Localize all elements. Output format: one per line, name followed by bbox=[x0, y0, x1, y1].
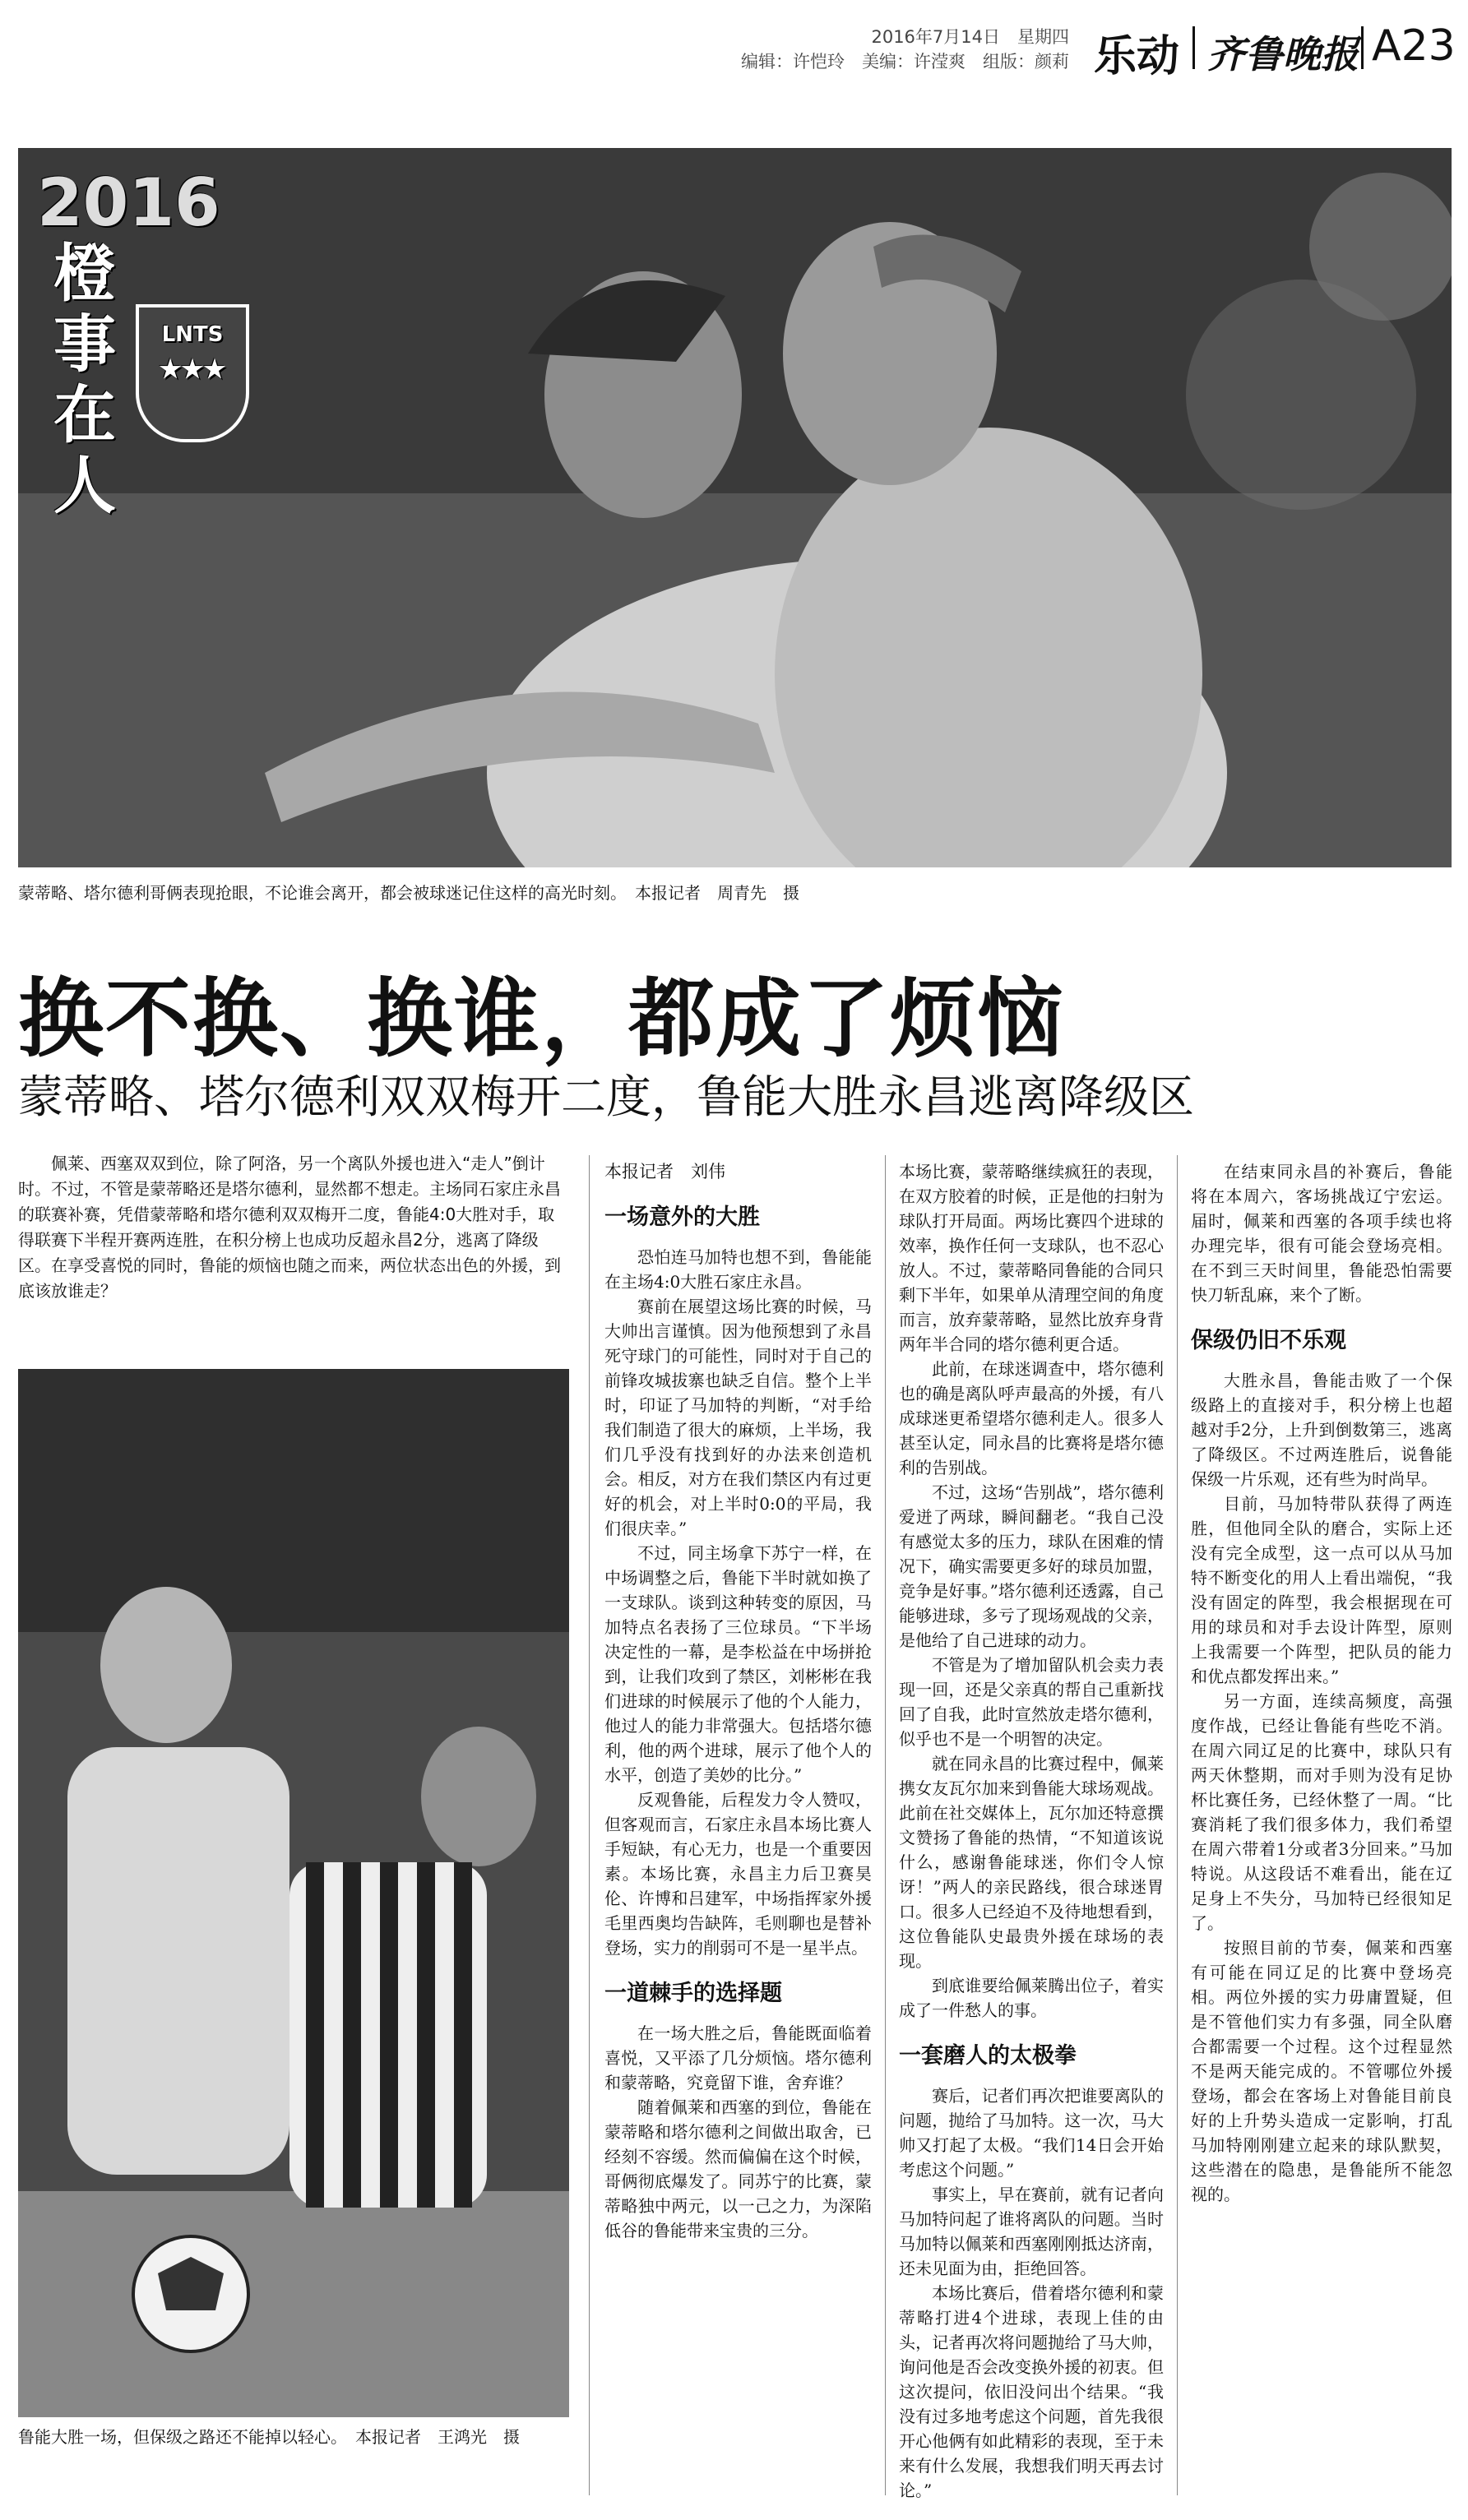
series-logo-char-4: 人 bbox=[53, 449, 116, 522]
column-rule-3 bbox=[1177, 1155, 1178, 2495]
paragraph: 就在同永昌的比赛过程中，佩莱携女友瓦尔加来到鲁能大球场观战。此前在社交媒体上，瓦尔加还特意撰文赞扬了鲁能的热情，“不知道该说什么，感谢鲁能球迷，你们令人惊讶！”两人的亲民路线，很合球迷胃口。很多人已经迫不及待地想看到，这位鲁能队史最贵外援在球场的表现。 bbox=[899, 1754, 1164, 1971]
players-embrace-illustration bbox=[18, 148, 1452, 867]
paragraph: 反观鲁能，后程发力令人赞叹，但客观而言，石家庄永昌本场比赛人手短缺，有心无力，也是一个重要因素。本场比赛，永昌主力后卫赛昊伦、许博和吕建军，中场指挥家外援毛里西奥均告缺阵，毛则聊也是替补登场，实力的削弱可不是一星半点。 bbox=[604, 1790, 872, 1958]
top-photo-caption-text: 蒙蒂略、塔尔德利哥俩表现抢眼，不论谁会离开，都会被球迷记住这样的高光时刻。 bbox=[18, 883, 618, 903]
team-badge-text: LNTS bbox=[161, 322, 224, 347]
article-lead: 佩莱、西塞双双到位，除了阿洛，另一个离队外援也进入“走人”倒计时。不过，不管是蒙蒂略还是塔尔德利，显然都不想走。主场同石家庄永昌的联赛补赛，凭借蒙蒂略和塔尔德利双双梅开二度，鲁能4:0大胜对手，取得联赛下半程开赛两连胜，在积分榜上也成功反超永昌2分，逃离了降级区。在享受喜悦的同时，鲁能的烦恼也随之而来，两位状态出色的外援，到底该放谁走？ bbox=[18, 1154, 561, 1301]
paragraph: 此前，在球迷调查中，塔尔德利也的确是离队呼声最高的外援，有八成球迷更希望塔尔德利走人。很多人甚至认定，同永昌的比赛将是塔尔德利的告别战。 bbox=[899, 1359, 1164, 1477]
paragraph: 恐怕连马加特也想不到，鲁能能在主场4:0大胜石家庄永昌。 bbox=[604, 1247, 872, 1292]
section-heading-4: 保级仍旧不乐观 bbox=[1191, 1328, 1346, 1353]
column-rule-2 bbox=[885, 1155, 886, 2495]
paragraph: 目前，马加特带队获得了两连胜，但他同全队的磨合，实际上还没有完全成型，这一点可以从马加特不断变化的用人上看出端倪，“我没有固定的阵型，我会根据现在可用的球员和对手去设计阵型，原则上我需要一个阵型，把队员的能力和优点都发挥出来。” bbox=[1191, 1494, 1452, 1686]
section-heading-1: 一场意外的大胜 bbox=[604, 1205, 760, 1230]
section-name: 乐动 bbox=[1094, 32, 1180, 81]
article-headline: 换不换、换谁，都成了烦恼 bbox=[18, 969, 1065, 1069]
paragraph: 不过，这场“告别战”，塔尔德利爱迸了两球，瞬间翻老。“我自己没有感觉太多的压力，球队在困难的情况下，确实需要更多好的球员加盟，竞争是好事。”塔尔德利还透露，自己能够进球，多亏了现场观战的父亲，是他给了自己进球的动力。 bbox=[899, 1482, 1164, 1650]
paragraph: 赛前在展望这场比赛的时候，马大帅出言谨慎。因为他预想到了永昌死守球门的可能性，同时对于自己的前锋攻城拔寨也缺乏自信。整个上半时，印证了马加特的判断，“对手给我们制造了很大的麻烦，上半场，我们几乎没有找到好的办法来创造机会。相反，对方在我们禁区内有过更好的机会，对上半时0:0的平局，我们很庆幸。” bbox=[604, 1297, 872, 1538]
paragraph: 大胜永昌，鲁能击败了一个保级路上的直接对手，积分榜上也超越对手2分，上升到倒数第三，逃离了降级区。不过两连胜后，说鲁能保级一片乐观，还有些为时尚早。 bbox=[1191, 1371, 1452, 1489]
paragraph: 随着佩莱和西塞的到位，鲁能在蒙蒂略和塔尔德利之间做出取舍，已经刻不容缓。然而偏偏在这个时候，哥俩彻底爆发了。同苏宁的比赛，蒙蒂略独中两元，以一己之力，为深陷低谷的鲁能带来宝贵的三分。 bbox=[604, 2097, 872, 2240]
article-subheadline: 蒙蒂略、塔尔德利双双梅开二度，鲁能大胜永昌逃离降级区 bbox=[18, 1070, 1195, 1123]
badge-stars-icon: ★★★ bbox=[159, 355, 226, 384]
issue-weekday: 星期四 bbox=[1017, 27, 1069, 47]
article-column-3 bbox=[1191, 1159, 1452, 2499]
paragraph: 在一场大胜之后，鲁能既面临着喜悦，又平添了几分烦恼。塔尔德利和蒙蒂略，究竟留下谁，舍弃谁？ bbox=[604, 2023, 872, 2092]
bottom-photo-caption bbox=[18, 2424, 520, 2448]
series-logo-char-3: 在 bbox=[53, 378, 116, 451]
designer-credit: 美编：许滢爽 bbox=[862, 52, 966, 72]
series-logo-chars bbox=[53, 238, 116, 521]
paragraph: 赛后，记者们再次把谁要离队的问题，抛给了马加特。这一次，马大帅又打起了太极。“我们14日会开始考虑这个问题。” bbox=[899, 2086, 1164, 2180]
section-heading-3: 一套磨人的太极拳 bbox=[899, 2043, 1077, 2069]
team-badge-icon bbox=[136, 304, 249, 442]
players-action-illustration bbox=[18, 1369, 569, 2417]
top-photo bbox=[18, 148, 1452, 867]
article-column-2 bbox=[899, 1159, 1164, 2499]
paragraph: 不过，同主场拿下苏宁一样，在中场调整之后，鲁能下半时就如换了一支球队。谈到这种转变的原因，马加特点名表扬了三位球员。“下半场决定性的一幕，是李松益在中场拼抢到，让我们攻到了禁区，刘彬彬在我们进球的时候展示了他的个人能力，他过人的能力非常强大。包括塔尔德利，他的两个进球，展示了他个人的水平，创造了美妙的比分。” bbox=[604, 1543, 872, 1785]
page-number: A23 bbox=[1372, 21, 1456, 71]
issue-date: 2016年7月14日 bbox=[871, 27, 1000, 47]
article-byline: 本报记者 刘伟 bbox=[604, 1162, 725, 1181]
striped-jersey bbox=[289, 1862, 487, 2208]
bottom-photo-caption-text: 鲁能大胜一场，但保级之路还不能掉以轻心。 bbox=[18, 2427, 339, 2447]
bottom-photo-credit: 本报记者 王鸿光 摄 bbox=[355, 2427, 520, 2447]
paragraph: 在结束同永昌的补赛后，鲁能将在本周六，客场挑战辽宁宏运。届时，佩莱和西塞的各项手续也将办理完毕，很有可能会登场亮相。在不到三天时间里，鲁能恐怕需要快刀斩乱麻，来个了断。 bbox=[1191, 1162, 1452, 1305]
header-divider-2 bbox=[1361, 26, 1364, 69]
newspaper-brand: 齐鲁晚报 bbox=[1207, 32, 1359, 76]
series-logo-char-2: 事 bbox=[53, 307, 116, 381]
top-photo-caption bbox=[18, 880, 799, 904]
article-column-1 bbox=[604, 1159, 872, 2499]
series-logo bbox=[37, 164, 226, 522]
paragraph: 不管是为了增加留队机会卖力表现一回，还是父亲真的帮自己重新找回了自我，此时宣然放走塔尔德利，似乎也不是一个明智的决定。 bbox=[899, 1655, 1164, 1749]
top-photo-credit: 本报记者 周青先 摄 bbox=[635, 883, 799, 903]
issue-date-line bbox=[724, 25, 1069, 50]
paragraph: 事实上，早在赛前，就有记者向马加特问起了谁将离队的问题。当时马加特以佩莱和西塞刚刚抵达济南，还未见面为由，拒绝回答。 bbox=[899, 2185, 1164, 2278]
proof-credit: 组版：颜莉 bbox=[983, 52, 1069, 72]
editor-credit: 编辑：许恺玲 bbox=[741, 52, 845, 72]
series-logo-char-1: 橙 bbox=[53, 237, 116, 310]
staff-credits bbox=[674, 49, 1069, 75]
bottom-photo bbox=[18, 1369, 569, 2417]
paragraph: 到底谁要给佩莱腾出位子，着实成了一件愁人的事。 bbox=[899, 1976, 1164, 2020]
column-rule-1 bbox=[589, 1155, 590, 2495]
series-logo-year: 2016 bbox=[37, 164, 220, 241]
section-heading-2: 一道棘手的选择题 bbox=[604, 1981, 782, 2006]
header-divider bbox=[1192, 26, 1195, 69]
paragraph: 本场比赛，蒙蒂略继续疯狂的表现，在双方胶着的时候，正是他的扫射为球队打开局面。两场比赛四个进球的效率，换作任何一支球队，也不忍心放人。不过，蒙蒂略同鲁能的合同只剩下半年，如果单从清理空间的角度而言，放弃蒙蒂略，显然比放弃身背两年半合同的塔尔德利更合适。 bbox=[899, 1162, 1164, 1354]
paragraph: 按照目前的节奏，佩莱和西塞有可能在同辽足的比赛中登场亮相。两位外援的实力毋庸置疑，但是不管他们实力有多强，同全队磨合都需要一个过程。这个过程显然不是两天能完成的。不管哪位外援登场，都会在客场上对鲁能目前良好的上升势头造成一定影响，打乱马加特刚刚建立起来的球队默契，这些潜在的隐患，是鲁能所不能忽视的。 bbox=[1191, 1938, 1452, 2204]
paragraph: 本场比赛后，借着塔尔德利和蒙蒂略打进4个进球，表现上佳的由头，记者再次将问题抛给了马大帅，询问他是否会改变换外援的初衷。但这次提问，依旧没问出个结果。“我没有过多地考虑这个问题，首先我很开心他俩有如此精彩的表现，至于未来有什么发展，我想我们明天再去讨论。” bbox=[899, 2283, 1164, 2499]
paragraph: 另一方面，连续高频度，高强度作战，已经让鲁能有些吃不消。在周六同辽足的比赛中，球队只有两天休整期，而对手则为没有足协杯比赛任务，已经休整了一周。“比赛消耗了我们很多体力，我们希望在周六带着1分或者3分回来。”马加特说。从这段话不难看出，能在辽足身上不失分，马加特已经很知足了。 bbox=[1191, 1691, 1452, 1933]
